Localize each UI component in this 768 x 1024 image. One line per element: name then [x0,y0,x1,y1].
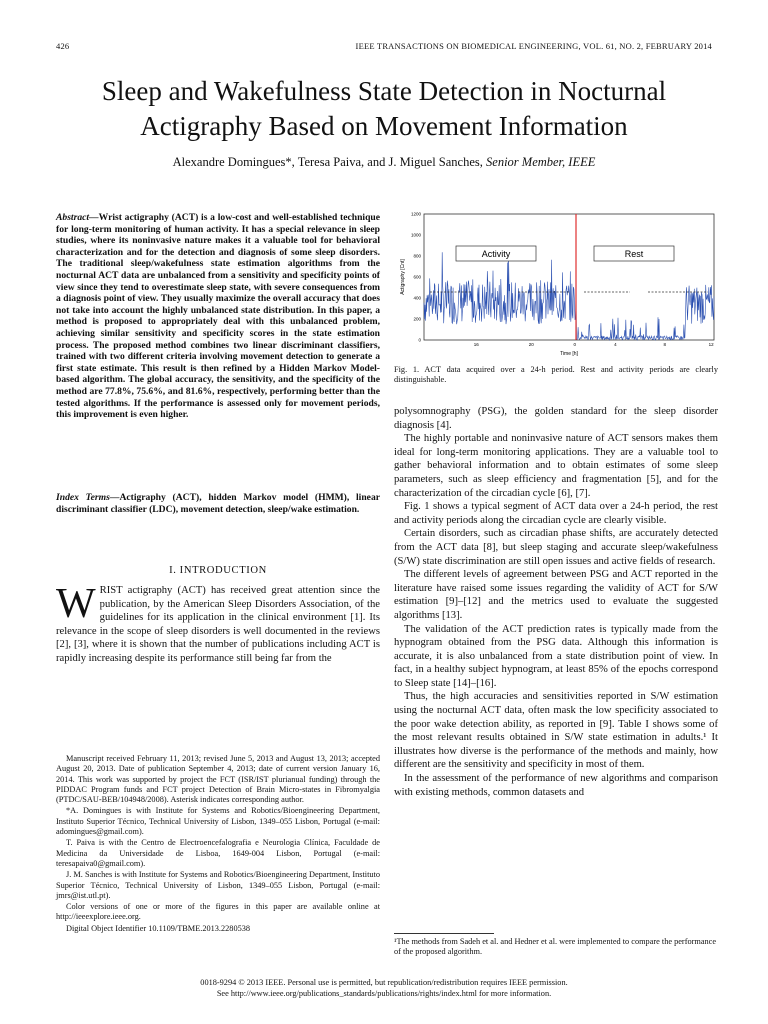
author-membership: Senior Member, IEEE [486,155,596,169]
index-terms-lead: Index Terms— [56,492,120,503]
index-terms-text: Actigraphy (ACT), hidden Markov model (HMM), linear discriminant classifier (LDC), movement detection, sleep/wake estimation. [56,492,380,515]
y-tick-label: 1200 [410,211,421,217]
copyright-line-2: See http://www.ieee.org/publications_standards/publications/rights/index.html for more information. [216,989,552,998]
y-tick-label: 1000 [410,232,421,238]
paragraph-accuracies: Thus, the high accuracies and sensitivities reported in S/W estimation using the nocturnal ACT data, often mask the low specificity associated to the poor wake detection ability, as reported in [9]. Table I shows some of the most relevant results obtained in S/W state estimation in adults.¹ It illustrates how diverse is the performance of the methods and mainly, how different are the sensitivity and specificity in most of them. [394,691,718,771]
figure-caption: Fig. 1. ACT data acquired over a 24-h period. Rest and activity periods are clearly distinguishable. [394,365,718,384]
footnote-manuscript: Manuscript received February 11, 2013; revised June 5, 2013 and August 13, 2013; accepted August 20, 2013. Date of publication September 4, 2013; date of current version January 16, 2014. This work was supported by project the FCT (ISR/IST plurianual funding) through the PIDDAC Program funds and FCT project Detection of Brain Micro-states in Fibromyalgia (PTDC/SAU-BEB/104948/2008). Asterisk indicates corresponding author. [56,754,380,805]
author-names: Alexandre Domingues*, Teresa Paiva, and J. Miguel Sanches, [172,155,483,169]
x-tick-label: 20 [528,342,534,347]
y-axis-label: Actigraphy [Cnt] [400,259,406,295]
paragraph-portable: The highly portable and noninvasive nature of ACT sensors makes them ideal for long-term monitoring applications. They are a valuable tool to gather behavioral information and to obtain estimates of some sleep parameters, such as sleep efficiency and fragmentation [5], and for the characterization of the circadian cycle [6], [7]. [394,433,718,499]
section-heading: I. INTRODUCTION [169,565,267,576]
right-column-body [394,405,718,799]
right-footnote: ¹The methods from Sadeh et al. and Hedner et al. were implemented to compare the performance of the proposed algorithm. [394,937,717,957]
rest-label: Rest [624,249,644,259]
x-tick-label: 4 [614,342,617,347]
y-tick-label: 800 [413,253,421,259]
paragraph-agreement: The different levels of agreement between PSG and ACT reported in the literature have raised some issues regarding the validity of ACT for S/W estimation [9]–[12] and the metrics used to evaluate the suggested algorithms [13]. [394,569,718,621]
drop-cap: W [56,581,96,627]
index-terms [56,492,380,515]
footnote-author-3: J. M. Sanches is with Institute for Systems and Robotics/Bioengineering Department, Instituto Superior Técnico, Technical University of Lisbon, 1349–055 Lisbon, Portugal (e-mail: jmrs@ist.utl.pt). [56,870,380,900]
page-number: 426 [56,41,70,51]
figure-1-chart [394,210,722,358]
paragraph-assessment: In the assessment of the performance of new algorithms and comparison with existing methods, common datasets and [394,773,718,798]
paragraph-psg: polysomnography (PSG), the golden standard for the sleep disorder diagnosis [4]. [394,406,718,431]
x-tick-label: 16 [473,342,479,347]
paragraph-fig1: Fig. 1 shows a typical segment of ACT data over a 24-h period, the rest and activity periods along the circadian cycle are clearly visible. [394,501,718,526]
footnote-author-1: *A. Domingues is with Institute for Systems and Robotics/Bioengineering Department, Instituto Superior Técnico, Technical University of Lisbon, 1349–055 Lisbon, Portugal (e-mail: adomingues@gmail.com). [56,806,380,837]
paragraph-disorders: Certain disorders, such as circadian phase shifts, are accurately detected from the ACT data [8], but sleep staging and accurate sleep/wakefulness (S/W) state discrimination are still open issues and active fields of research. [394,528,718,567]
paper-title: Sleep and Wakefulness State Detection in Nocturnal Actigraphy Based on Movement Information [101,76,667,141]
paragraph-validation: The validation of the ACT prediction rates is typically made from the hypnogram obtained from the PSG data. Although this information is accurate, it is also unbalanced from a state distribution point of view. In fact, in a healthy subject hypnogram, at least 85% of the epochs correspond to Sleep state [14]–[16]. [394,623,718,689]
footnote-rule [394,933,494,934]
x-tick-label: 0 [573,342,577,347]
copyright-line-1: 0018-9294 © 2013 IEEE. Personal use is permitted, but republication/redistribution requires IEEE permission. [200,978,568,987]
left-footnotes [56,754,380,935]
x-axis-label: Time [h] [560,351,578,357]
copyright-notice [56,977,712,999]
x-tick-label: 8 [663,342,666,347]
abstract-lead: Abstract— [56,212,99,223]
introduction-text [56,581,380,666]
y-tick-label: 600 [413,274,421,280]
footnote-doi: Digital Object Identifier 10.1109/TBME.2013.2280538 [66,923,251,933]
footnote-author-2: T. Paiva is with the Centro de Electroencefalografia e Neurologia Clínica, Faculdade de Medicina da Universidade de Lisboa, 1649-004 Lisbon, Portugal (e-mail: teresapaiva0@gmail.com). [56,838,380,868]
footnote-color: Color versions of one or more of the figures in this paper are available online at http://ieeexplore.ieee.org. [56,902,380,922]
abstract-text: Wrist actigraphy (ACT) is a low-cost and well-established technique for long-term monitoring of human activity. It has a special relevance in sleep studies, where its noninvasive nature makes it a valuable tool for behavioral characterization and for the detection and diagnosis of some sleep disorders. The traditional sleep/wakefulness state estimation algorithms from the nocturnal ACT data are unbalanced from a sensitivity and specificity points of view since they tend to overestimate sleep state, with severe consequences from a diagnosis point of view. They usually maximize the overall accuracy that does not take into account the highly unbalanced state distribution. In this paper, a method is proposed to appropriately deal with this unbalanced problem, achieving similar sensitivity and specificity scores in the state estimation process. The proposed method combines two linear discriminant classifiers, trained with two different criteria involving movement detection to generate a first state estimate. This result is then refined by a Hidden Markov Model-based algorithm. The global accuracy, the sensitivity, and the specificity of the method are 77.8%, 75.6%, and 81.6%, respectively, performing better than the tested algorithms. If the performance is assessed only for movement periods, this improvement is even higher. [56,212,380,421]
y-tick-label: 0 [418,337,421,343]
journal-name: IEEE TRANSACTIONS ON BIOMEDICAL ENGINEERING, VOL. 61, NO. 2, FEBRUARY 2014 [355,41,712,51]
plot-area [424,214,714,340]
activity-label: Activity [481,249,511,259]
y-tick-label: 400 [413,295,421,301]
x-tick-label: 12 [708,342,714,347]
y-tick-label: 200 [413,316,421,322]
abstract [56,212,380,421]
introduction-paragraph: RIST actigraphy (ACT) has received great attention since the publication, by the American Sleep Disorders Association, of the guidelines for its application in the clinical environment [1]. Its relevance in the scope of sleep disorders is well documented in the reviews [2], [3], where it is shown that the number of publications including ACT is rapidly increasing despite its performance still being far from the [56,585,380,664]
author-line [40,155,728,170]
